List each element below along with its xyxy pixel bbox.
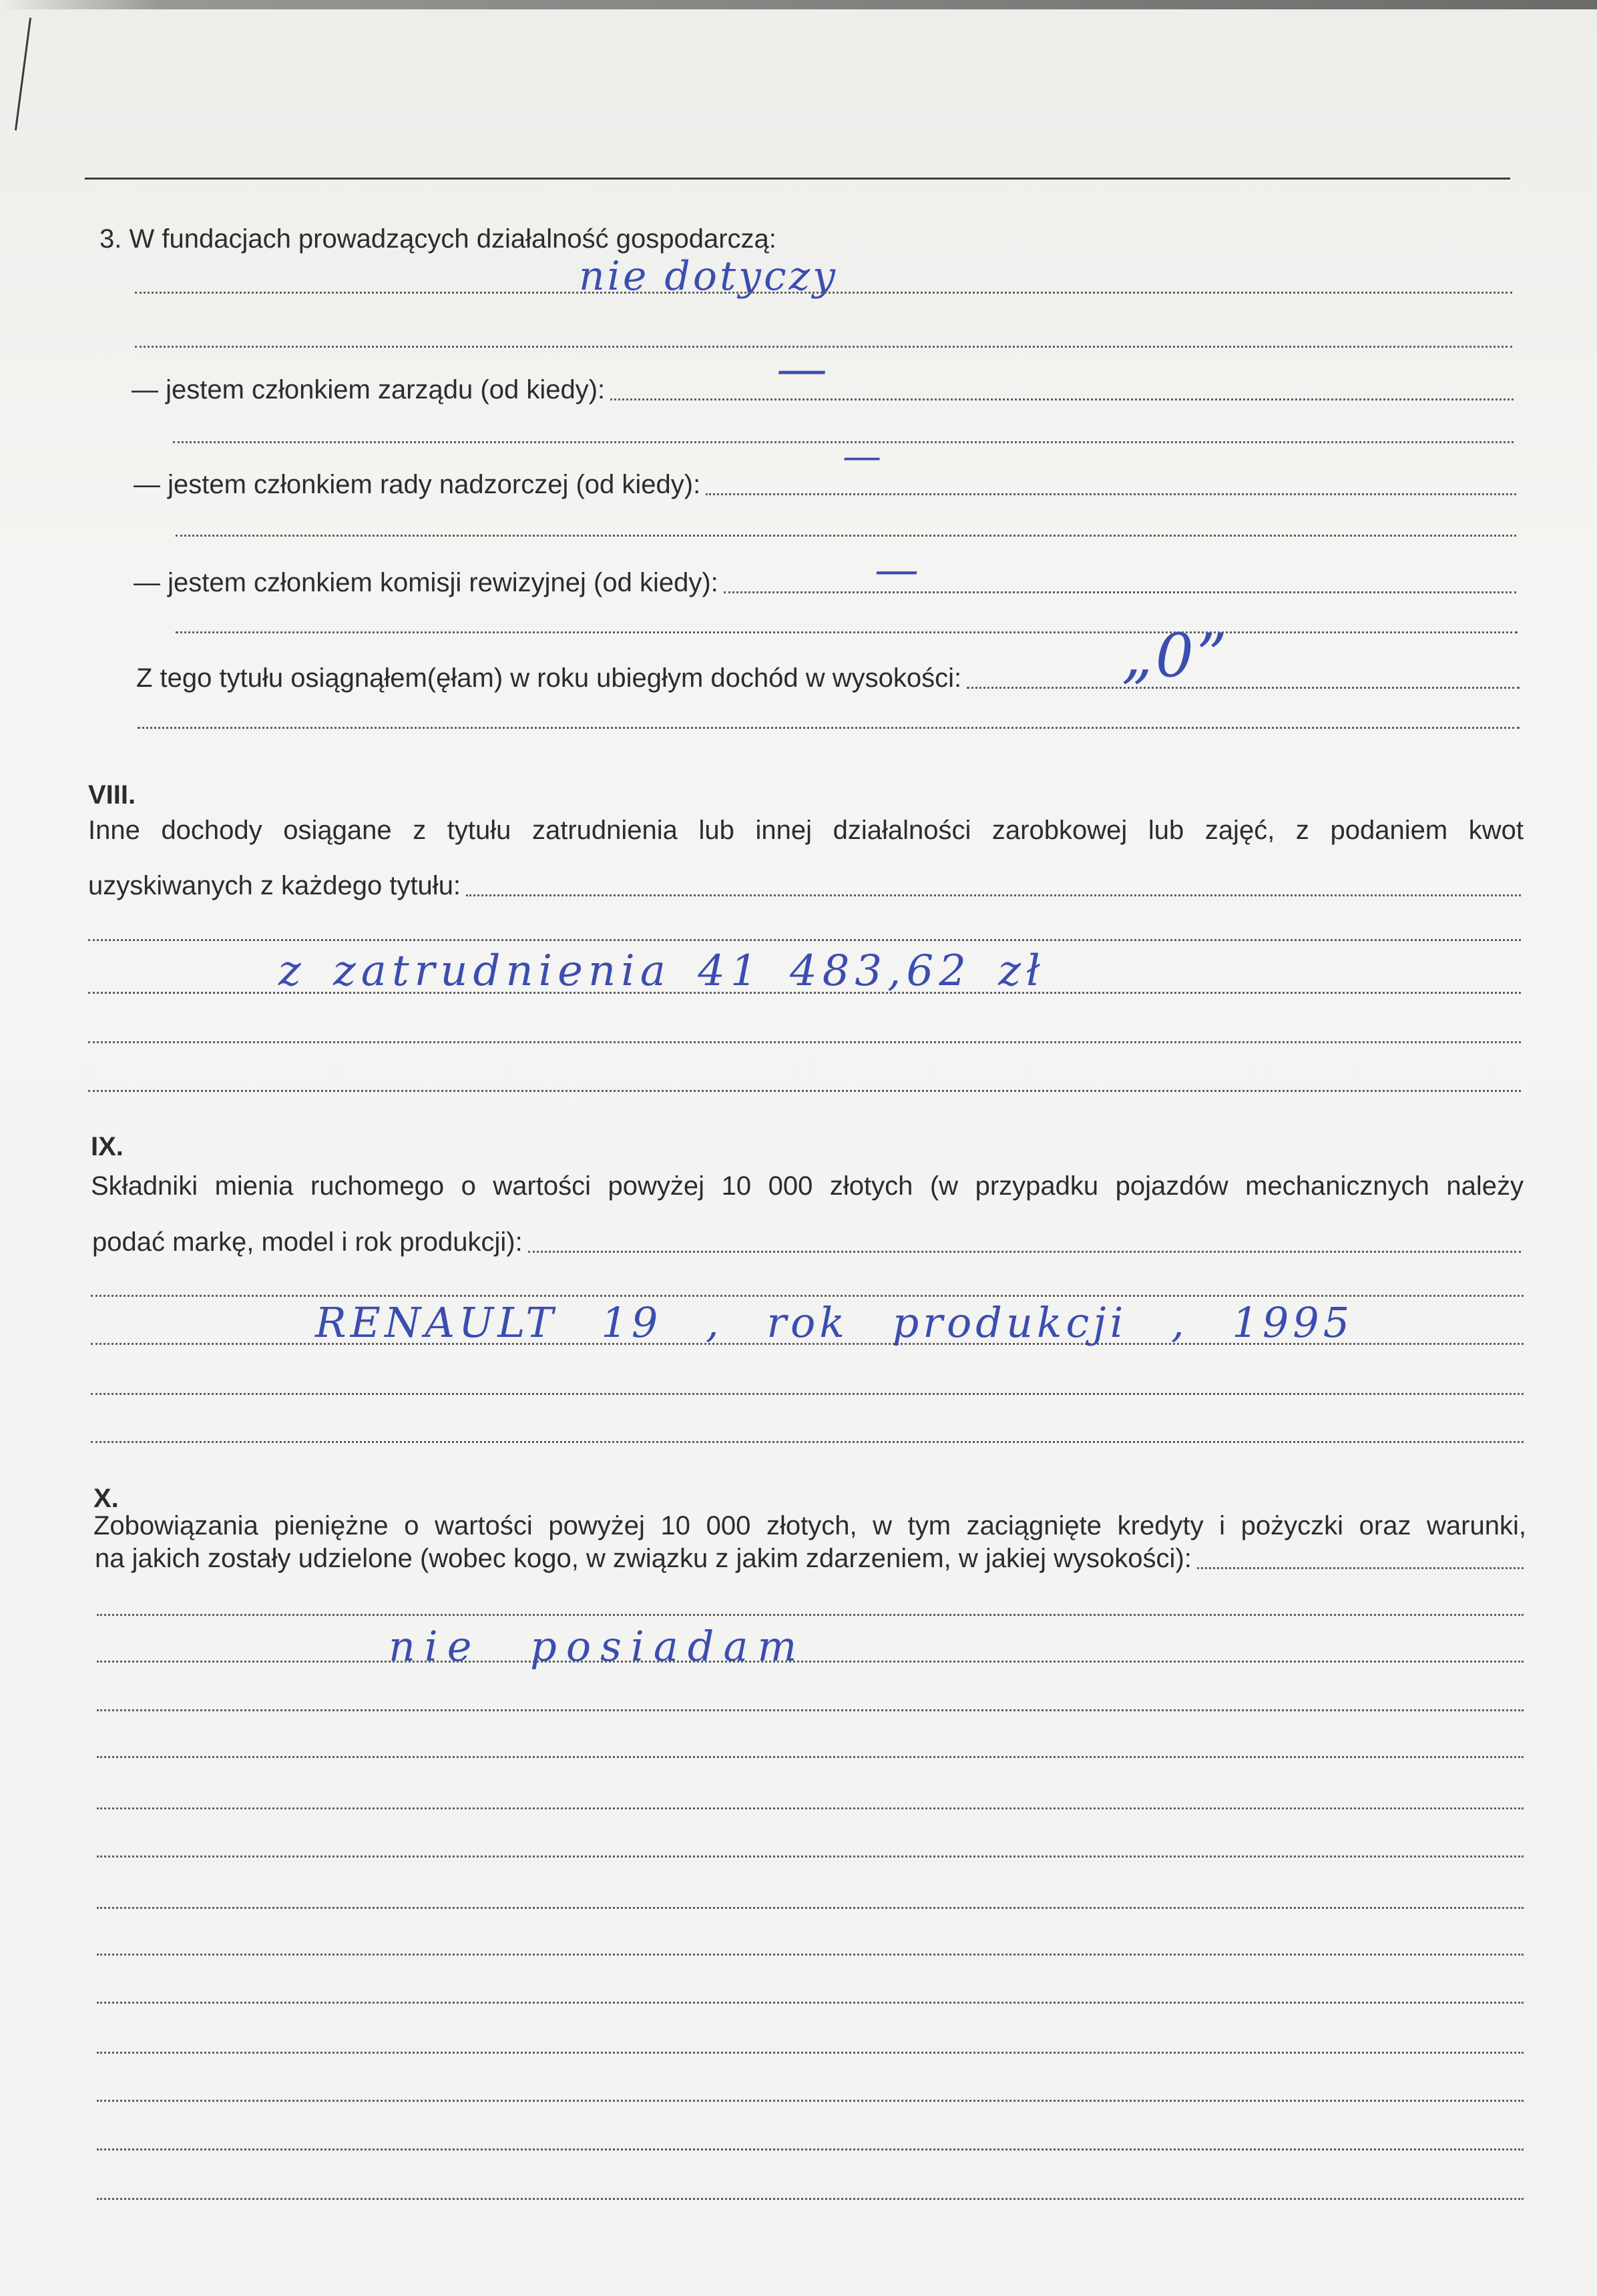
section-8-number: VIII. xyxy=(88,780,136,810)
dotted-fill xyxy=(528,1251,1521,1253)
section-8-question-line-2: uzyskiwanych z każdego tytułu: xyxy=(88,871,461,900)
dotted-line xyxy=(97,1614,1524,1616)
section-8-question-line-1: Inne dochody osiągane z tytułu zatrudnienia lub innej działalności zarobkowej lub zajęć, z podaniem kwot xyxy=(88,816,1524,845)
section-10-question-line-2: na jakich zostały udzielone (wobec kogo, w związku z jakim zdarzeniem, w jakiej wysokości): xyxy=(95,1544,1192,1573)
dotted-fill xyxy=(1197,1567,1524,1569)
dotted-line xyxy=(91,1393,1524,1395)
dotted-line xyxy=(97,2148,1524,2150)
dotted-line xyxy=(97,1907,1524,1909)
dotted-line xyxy=(88,1041,1521,1043)
dotted-line xyxy=(88,939,1521,941)
handwritten-other-income-answer: z zatrudnienia 41 483,62 zł xyxy=(278,946,1046,996)
section-8-field xyxy=(88,869,1521,902)
section-9-field xyxy=(92,1225,1521,1259)
audit-committee-field xyxy=(134,566,1516,599)
handwritten-audit-committee-answer: — xyxy=(875,544,919,595)
dotted-line xyxy=(176,535,1516,537)
dotted-line xyxy=(138,727,1520,729)
handwritten-income-answer: „0” xyxy=(1122,621,1230,691)
dotted-fill xyxy=(724,591,1516,593)
audit-committee-label: — jestem członkiem komisji rewizyjnej (od kiedy): xyxy=(134,568,718,597)
handwritten-supervisory-board-answer: — xyxy=(843,433,881,479)
handwritten-foundation-answer: nie dotyczy xyxy=(579,253,839,300)
section-9-question-line-1: Składniki mienia ruchomego o wartości powyżej 10 000 złotych (w przypadku pojazdów mechanicznych należy xyxy=(91,1171,1524,1201)
dotted-line xyxy=(88,1090,1521,1092)
top-rule xyxy=(85,178,1510,180)
handwritten-movable-property-answer: RENAULT 19 , rok produkcji , 1995 xyxy=(315,1298,1354,1347)
supervisory-board-field xyxy=(134,468,1516,501)
handwritten-board-member-answer: — xyxy=(776,338,827,398)
scan-top-edge xyxy=(0,0,1597,9)
section-3-title: 3. W fundacjach prowadzących działalność gospodarczą: xyxy=(99,224,776,254)
dotted-line xyxy=(97,2100,1524,2102)
dotted-fill xyxy=(466,894,1521,896)
dotted-line xyxy=(135,292,1512,294)
dotted-line xyxy=(97,1954,1524,1956)
dotted-line xyxy=(97,1807,1524,1809)
dotted-line xyxy=(97,2198,1524,2200)
dotted-line xyxy=(97,1756,1524,1758)
dotted-line xyxy=(91,1295,1524,1297)
section-10-field xyxy=(95,1542,1524,1575)
section-9-number: IX. xyxy=(91,1132,124,1161)
dotted-line xyxy=(97,1855,1524,1857)
income-label: Z tego tytułu osiągnąłem(ęłam) w roku ubiegłym dochód w wysokości: xyxy=(136,663,962,693)
dotted-fill xyxy=(967,687,1520,689)
dotted-fill xyxy=(610,398,1514,400)
dotted-fill xyxy=(706,493,1516,495)
dotted-line xyxy=(176,631,1518,633)
dotted-line xyxy=(97,2052,1524,2054)
handwritten-liabilities-answer: nie posiadam xyxy=(389,1622,807,1671)
supervisory-board-label: — jestem członkiem rady nadzorczej (od kiedy): xyxy=(134,470,701,499)
section-9-question-line-2: podać markę, model i rok produkcji): xyxy=(92,1227,523,1257)
section-10-number: X. xyxy=(93,1484,119,1513)
dotted-line xyxy=(97,2002,1524,2004)
income-field xyxy=(136,661,1520,695)
dotted-line xyxy=(97,1661,1524,1663)
dotted-line xyxy=(91,1441,1524,1443)
dotted-line xyxy=(97,1709,1524,1711)
section-10-question-line-1: Zobowiązania pieniężne o wartości powyżej 10 000 złotych, w tym zaciągnięte kredyty i pożyczki oraz warunki, xyxy=(93,1511,1526,1540)
board-member-label: — jestem członkiem zarządu (od kiedy): xyxy=(132,375,606,404)
scan-margin-mark xyxy=(15,18,31,131)
